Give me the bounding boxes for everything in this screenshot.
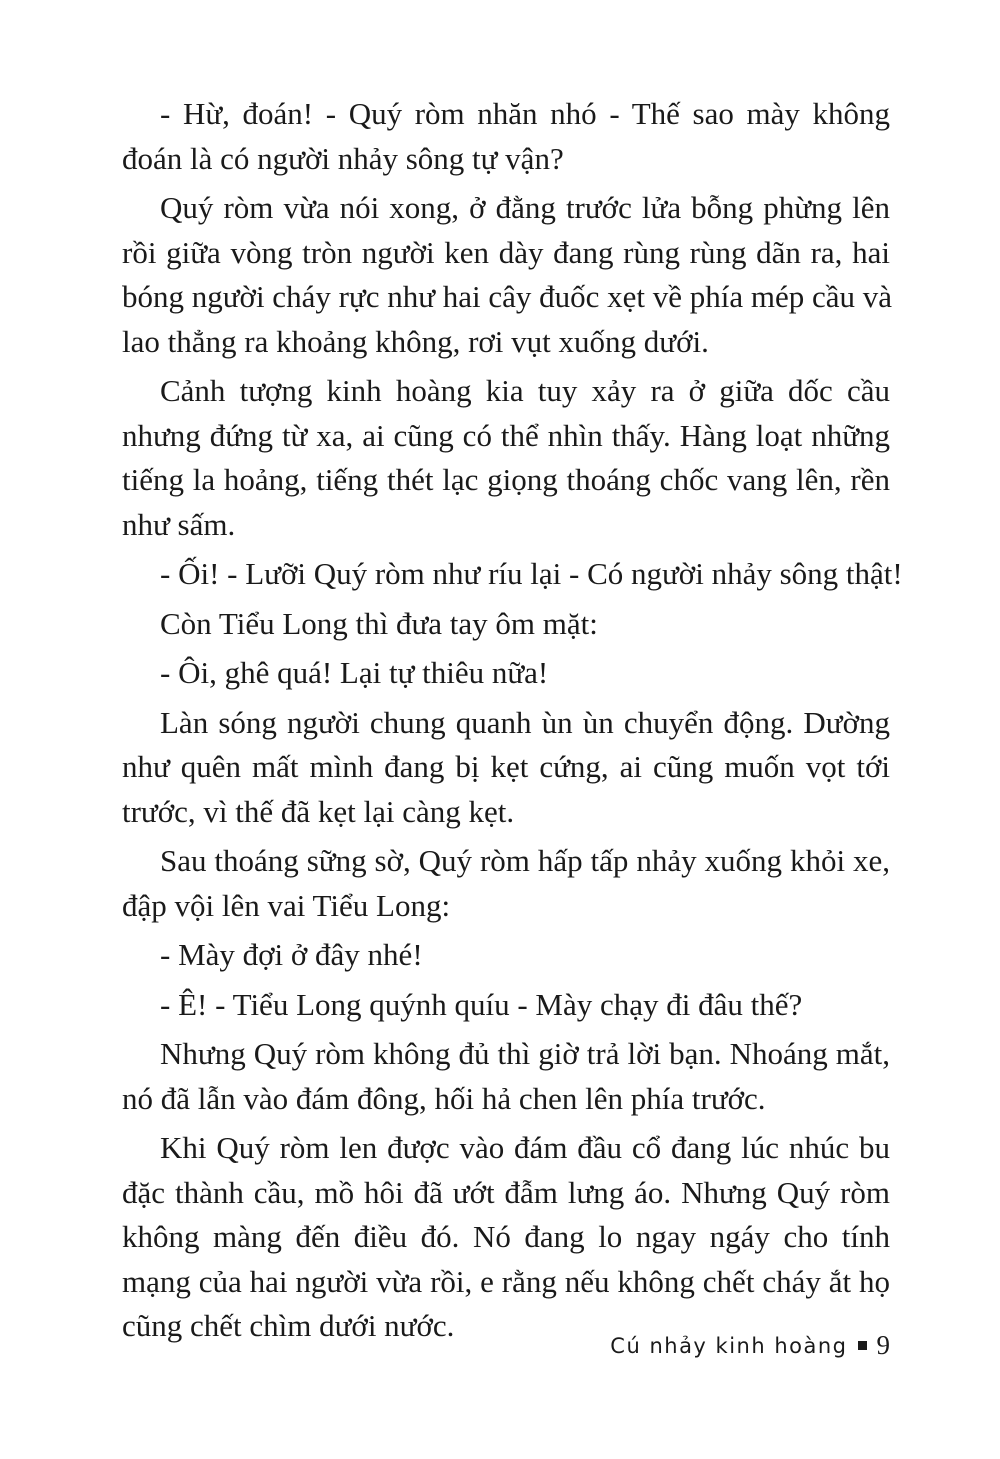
- text-line: mạng của hai người vừa rồi, e rằng nếu không chết cháy ắt họ: [122, 1263, 890, 1299]
- text-line: lao thẳng ra khoảng không, rơi vụt xuống dưới.: [122, 323, 709, 359]
- text-line: Khi Quý ròm len được vào đám đầu cổ đang lúc nhúc bu: [160, 1130, 890, 1165]
- text-line: Cảnh tượng kinh hoàng kia tuy xảy ra ở giữa dốc cầu: [160, 373, 890, 408]
- text-line: Làn sóng người chung quanh ùn ùn chuyển động. Dường: [160, 704, 890, 740]
- paragraph: [122, 92, 890, 181]
- text-line: đoán là có người nhảy sông tự vận?: [122, 140, 564, 176]
- text-line: Quý ròm vừa nói xong, ở đằng trước lửa bỗng phừng lên: [160, 190, 890, 225]
- running-footer: [610, 1330, 890, 1361]
- text-line: tiếng la hoảng, tiếng thét lạc giọng thoáng chốc vang lên, rền: [122, 462, 890, 497]
- chapter-title: Cú nhảy kinh hoàng: [610, 1333, 848, 1358]
- text-line: - Ôi, ghê quá! Lại tự thiêu nữa!: [160, 655, 549, 690]
- text-line: - Ê! - Tiểu Long quýnh quíu - Mày chạy đi đâu thế?: [160, 986, 803, 1022]
- paragraph: [122, 983, 890, 1028]
- page-number: 9: [876, 1330, 890, 1360]
- text-line: như sấm.: [122, 506, 236, 542]
- paragraph: [122, 552, 903, 597]
- paragraph: [122, 933, 890, 978]
- text-line: đặc thành cầu, mồ hôi đã ướt đẫm lưng áo. Nhưng Quý ròm: [122, 1174, 890, 1210]
- text-line: trước, vì thế đã kẹt lại càng kẹt.: [122, 793, 515, 829]
- text-line: đập vội lên vai Tiểu Long:: [122, 887, 451, 923]
- text-line: nó đã lẫn vào đám đông, hối hả chen lên phía trước.: [122, 1080, 766, 1116]
- text-line: - Ối! - Lưỡi Quý ròm như ríu lại - Có người nhảy sông thật!: [160, 556, 903, 591]
- paragraph: [122, 1126, 890, 1349]
- page-body: [122, 92, 903, 1354]
- text-line: cũng chết chìm dưới nước.: [122, 1308, 455, 1343]
- paragraph: [122, 602, 890, 647]
- text-line: như quên mất mình đang bị kẹt cứng, ai cũng muốn vọt tới: [122, 749, 890, 784]
- text-line: nhưng đứng từ xa, ai cũng có thể nhìn thấy. Hàng loạt những: [122, 417, 890, 453]
- text-line: Nhưng Quý ròm không đủ thì giờ trả lời bạn. Nhoáng mắt,: [160, 1036, 890, 1071]
- paragraph: [122, 369, 890, 547]
- text-line: - Mày đợi ở đây nhé!: [160, 937, 423, 972]
- text-line: bóng người cháy rực như hai cây đuốc xẹt về phía mép cầu và: [122, 279, 893, 314]
- square-bullet-icon: [858, 1341, 867, 1350]
- paragraph: [122, 839, 890, 928]
- text-line: rồi giữa vòng tròn người ken dày đang rùng rùng dãn ra, hai: [122, 234, 890, 270]
- text-line: không màng đến điều đó. Nó đang lo ngay ngáy cho tính: [122, 1219, 890, 1254]
- paragraph: [122, 701, 890, 835]
- paragraph: [122, 186, 893, 364]
- text-line: - Hừ, đoán! - Quý ròm nhăn nhó - Thế sao mày không: [160, 96, 890, 131]
- paragraph: [122, 651, 890, 696]
- text-line: Còn Tiểu Long thì đưa tay ôm mặt:: [160, 605, 598, 641]
- paragraph: [122, 1032, 890, 1121]
- text-line: Sau thoáng sững sờ, Quý ròm hấp tấp nhảy xuống khỏi xe,: [160, 843, 890, 878]
